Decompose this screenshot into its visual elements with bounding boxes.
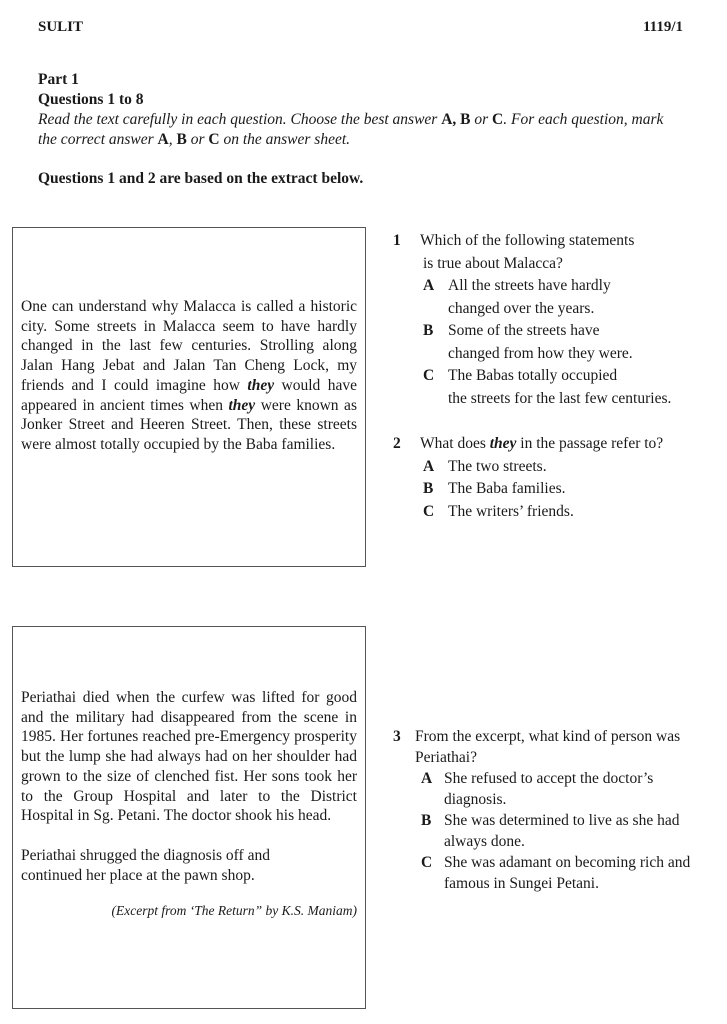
option-letter: B [423,322,434,339]
question-stem: From the excerpt, what kind of person was [415,728,681,745]
extract-passage-periathai: Periathai died when the curfew was lifted for good and the military had disappeared from the scene in 1985. Her fortunes reached pre-Emergency prosperity but the lump she had always had on her shoulder had grown to the size of clenched fist. Her sons took her to the Group Hospital and later to the District Hospital in Sg. Petani. The doctor shook his head. Periathai shrugged the diagnosis off and continued her place at the pawn shop. (Excerpt from ‘The Return” by K.S. Maniam) [21,688,357,921]
extract-box-periathai [12,626,366,1009]
option-c[interactable]: C The writers’ friends. [393,501,713,524]
extract-passage-malacca: One can understand why Malacca is called a historic city. Some streets in Malacca seem to have hardly changed in the last few centuries. Strolling along Jalan Hang Jebat and Jalan Tan Cheng Lock, my friends and I could imagine how they would have appeared in ancient times when they were known as Jonker Street and Heeren Street. Then, these streets were almost totally occupied by the Baba families. [21,298,358,453]
extract-box-malacca [12,227,366,567]
extract-source: (Excerpt from ‘The Return” by K.S. Maniam) [111,903,357,919]
question-stem-cont: is true about Malacca? [423,254,563,272]
instructions: Read the text carefully in each question. Choose the best answer A, B or C. For each question, mark the correct answer A, B or C on the answer sheet. [38,111,664,148]
question-number: 2 [393,435,401,452]
questions-based-on-note: Questions 1 and 2 are based on the extract below. [38,170,364,187]
question-number: 1 [393,232,401,249]
option-a[interactable]: A She refused to accept the doctor’s diagnosis. [421,770,654,808]
option-b[interactable]: B Some of the streets have changed from how they were. [423,322,633,362]
option-c[interactable]: C She was adamant on becoming rich and famous in Sungei Petani. [421,854,691,892]
option-letter: B [421,812,432,829]
option-b[interactable]: B She was determined to live as she had always done. [421,812,680,850]
question-1 [393,230,713,410]
question-number: 3 [393,728,401,745]
option-letter: A [423,277,435,294]
option-letter: A [423,457,435,475]
option-a[interactable]: A The two streets. [393,456,713,479]
question-stem: What does they in the passage refer to? [420,435,664,452]
header-paper-code: 1119/1 [642,19,683,35]
part-heading: Part 1 [38,71,79,88]
emphasis-they: they [247,376,275,394]
option-a[interactable]: A All the streets have hardly changed over the years. [423,277,611,317]
option-c[interactable]: C The Babas totally occupied the streets for the last few centuries. [423,367,672,407]
emphasis-they: they [228,396,256,414]
question-3 [393,726,718,894]
option-letter: A [421,770,433,787]
option-letter: B [423,480,434,497]
option-letter: C [423,502,435,520]
header-classification: SULIT [38,19,84,35]
question-2 [393,433,713,523]
question-stem: Which of the following statements [420,232,635,249]
questions-range-heading: Questions 1 to 8 [38,91,144,108]
question-stem-cont: Periathai? [415,749,477,766]
option-letter: C [423,367,435,384]
option-b[interactable]: B The Baba families. [393,478,713,501]
option-letter: C [421,854,433,871]
